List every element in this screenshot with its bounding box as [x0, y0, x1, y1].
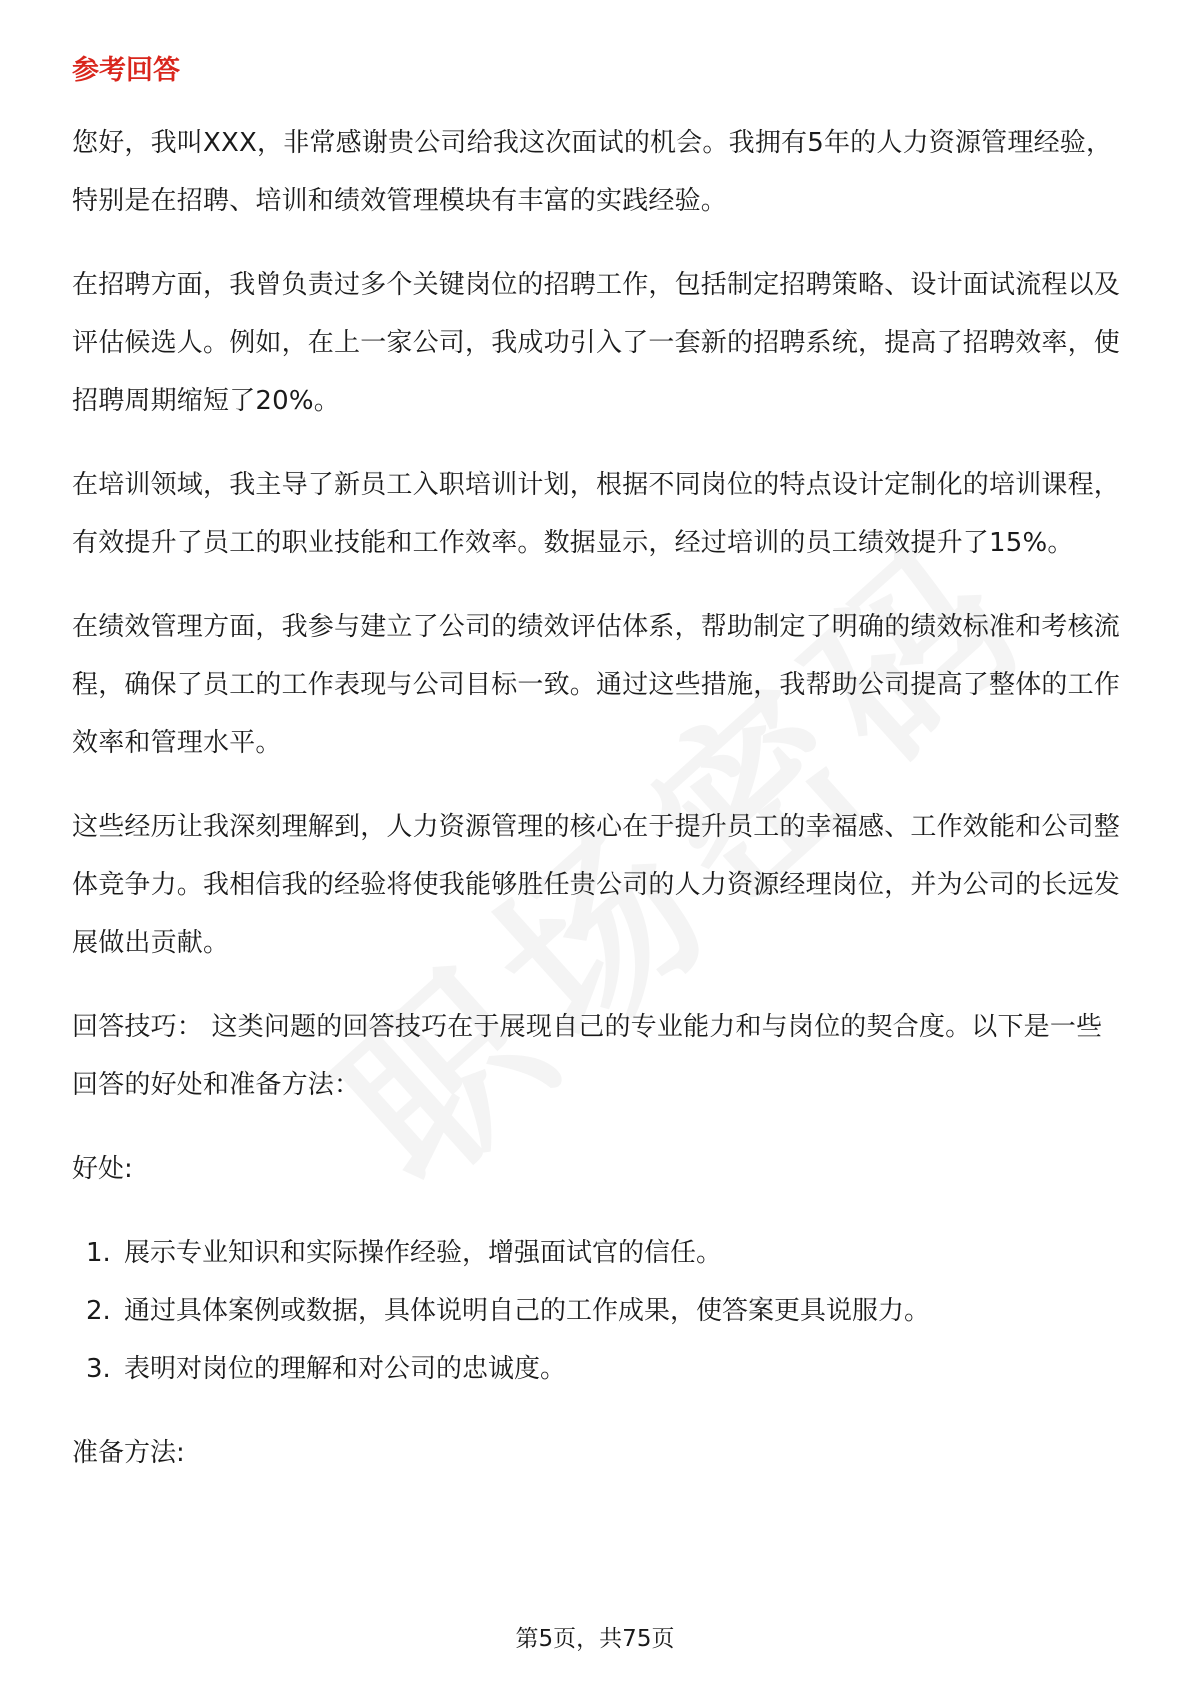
benefits-list	[72, 1224, 1124, 1398]
section-title: 参考回答	[72, 55, 180, 86]
page-content	[72, 50, 1124, 1508]
list-item-number: 2.	[86, 1296, 111, 1326]
benefits-label: 好处:	[72, 1154, 133, 1184]
paragraph-tips: 回答技巧： 这类问题的回答技巧在于展现自己的专业能力和与岗位的契合度。以下是一些回答的好处和准备方法：	[72, 1012, 1103, 1100]
paragraph-performance: 在绩效管理方面，我参与建立了公司的绩效评估体系，帮助制定了明确的绩效标准和考核流程，确保了员工的工作表现与公司目标一致。通过这些措施，我帮助公司提高了整体的工作效率和管理水平。	[72, 612, 1121, 758]
paragraph-intro: 您好，我叫XXX，非常感谢贵公司给我这次面试的机会。我拥有5年的人力资源管理经验，特别是在招聘、培训和绩效管理模块有丰富的实践经验。	[72, 128, 1113, 216]
list-item-text: 展示专业知识和实际操作经验，增强面试官的信任。	[124, 1238, 723, 1268]
list-item	[72, 1340, 1124, 1398]
list-item	[72, 1282, 1124, 1340]
list-item-text: 表明对岗位的理解和对公司的忠诚度。	[124, 1354, 567, 1384]
list-item-number: 1.	[86, 1238, 111, 1268]
prep-label: 准备方法:	[72, 1438, 185, 1468]
paragraph-recruiting: 在招聘方面，我曾负责过多个关键岗位的招聘工作，包括制定招聘策略、设计面试流程以及评估候选人。例如，在上一家公司，我成功引入了一套新的招聘系统，提高了招聘效率，使招聘周期缩短了20%。	[72, 270, 1121, 416]
list-item	[72, 1224, 1124, 1282]
paragraph-summary: 这些经历让我深刻理解到，人力资源管理的核心在于提升员工的幸福感、工作效能和公司整体竞争力。我相信我的经验将使我能够胜任贵公司的人力资源经理岗位，并为公司的长远发展做出贡献。	[72, 812, 1121, 958]
page-number: 第5页，共75页	[515, 1626, 675, 1652]
list-item-number: 3.	[86, 1354, 111, 1384]
paragraph-training: 在培训领域，我主导了新员工入职培训计划，根据不同岗位的特点设计定制化的培训课程，有效提升了员工的职业技能和工作效率。数据显示，经过培训的员工绩效提升了15%。	[72, 470, 1121, 558]
list-item-text: 通过具体案例或数据，具体说明自己的工作成果，使答案更具说服力。	[124, 1296, 931, 1326]
